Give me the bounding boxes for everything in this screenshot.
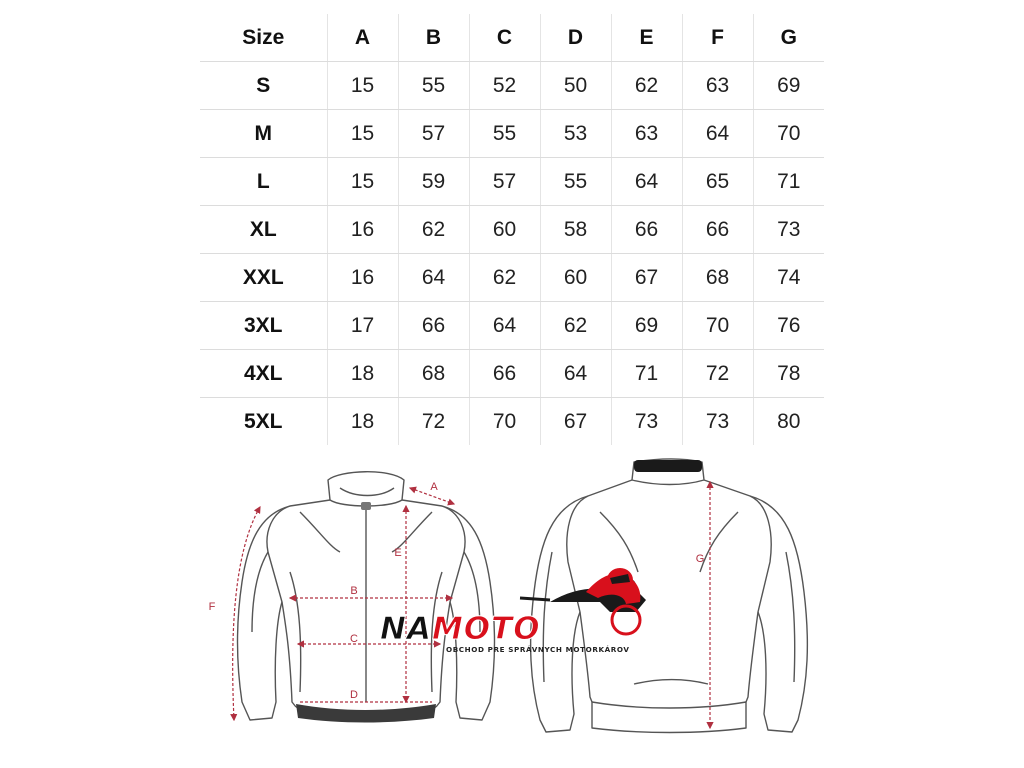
namoto-logo xyxy=(380,568,646,654)
measurement-cell: 16 xyxy=(327,206,398,254)
table-row xyxy=(200,398,824,446)
measurement-cell: 59 xyxy=(398,158,469,206)
size-label-cell: XL xyxy=(200,206,327,254)
size-label-cell: 4XL xyxy=(200,350,327,398)
measurement-cell: 64 xyxy=(611,158,682,206)
measurement-cell: 17 xyxy=(327,302,398,350)
size-label-cell: 3XL xyxy=(200,302,327,350)
measurement-cell: 62 xyxy=(611,62,682,110)
table-row xyxy=(200,110,824,158)
measurement-cell: 64 xyxy=(398,254,469,302)
table-row xyxy=(200,254,824,302)
header-c: C xyxy=(469,14,540,62)
measurement-cell: 69 xyxy=(753,62,824,110)
header-size: Size xyxy=(200,14,327,62)
measurement-cell: 70 xyxy=(469,398,540,446)
measurement-cell: 18 xyxy=(327,398,398,446)
measurement-cell: 78 xyxy=(753,350,824,398)
measurement-cell: 55 xyxy=(398,62,469,110)
measurement-cell: 15 xyxy=(327,158,398,206)
measurement-cell: 66 xyxy=(682,206,753,254)
measurement-cell: 15 xyxy=(327,110,398,158)
back-collar-band xyxy=(634,460,702,472)
table-row xyxy=(200,62,824,110)
measurement-cell: 71 xyxy=(611,350,682,398)
size-chart-table xyxy=(200,14,824,445)
measurement-cell: 73 xyxy=(611,398,682,446)
table-row xyxy=(200,206,824,254)
measurement-cell: 72 xyxy=(682,350,753,398)
measure-label-a: A xyxy=(430,481,438,493)
measurement-cell: 76 xyxy=(753,302,824,350)
measurement-cell: 52 xyxy=(469,62,540,110)
table-row xyxy=(200,158,824,206)
measurement-cell: 16 xyxy=(327,254,398,302)
size-label-cell: 5XL xyxy=(200,398,327,446)
front-hem-band xyxy=(296,704,436,723)
measurement-cell: 68 xyxy=(682,254,753,302)
measurement-cell: 63 xyxy=(611,110,682,158)
measurement-cell: 67 xyxy=(611,254,682,302)
measurement-cell: 70 xyxy=(682,302,753,350)
measurement-cell: 65 xyxy=(682,158,753,206)
measurement-cell: 57 xyxy=(469,158,540,206)
measurement-cell: 60 xyxy=(469,206,540,254)
measurement-cell: 15 xyxy=(327,62,398,110)
measure-label-e: E xyxy=(394,547,402,559)
table-row xyxy=(200,302,824,350)
measurement-cell: 66 xyxy=(611,206,682,254)
measurement-cell: 72 xyxy=(398,398,469,446)
measurement-cell: 66 xyxy=(398,302,469,350)
table-row xyxy=(200,350,824,398)
measurement-cell: 74 xyxy=(753,254,824,302)
size-label-cell: L xyxy=(200,158,327,206)
measurement-cell: 55 xyxy=(540,158,611,206)
measurement-cell: 70 xyxy=(753,110,824,158)
measurement-cell: 71 xyxy=(753,158,824,206)
measure-label-d: D xyxy=(350,689,358,701)
measurement-cell: 73 xyxy=(682,398,753,446)
measurement-cell: 69 xyxy=(611,302,682,350)
measurement-cell: 18 xyxy=(327,350,398,398)
measurement-cell: 55 xyxy=(469,110,540,158)
size-label-cell: S xyxy=(200,62,327,110)
measurement-cell: 57 xyxy=(398,110,469,158)
measurement-cell: 63 xyxy=(682,62,753,110)
header-d: D xyxy=(540,14,611,62)
header-f: F xyxy=(682,14,753,62)
measurement-cell: 64 xyxy=(469,302,540,350)
size-label-cell: M xyxy=(200,110,327,158)
measurement-cell: 80 xyxy=(777,409,801,433)
table-header-row xyxy=(200,14,824,62)
svg-text:NAMOTO xyxy=(380,611,541,647)
measurement-cell: 60 xyxy=(540,254,611,302)
header-g: G xyxy=(753,14,824,62)
measurement-cell: 67 xyxy=(540,398,611,446)
logo-text-na: NA xyxy=(380,611,432,647)
measurement-cell: 62 xyxy=(469,254,540,302)
measure-label-b: B xyxy=(350,585,358,597)
header-a: A xyxy=(327,14,398,62)
size-label-cell: XXL xyxy=(200,254,327,302)
collar-snap xyxy=(361,502,371,510)
measurement-cell: 50 xyxy=(540,62,611,110)
table-body xyxy=(200,62,824,446)
measure-label-c: C xyxy=(350,633,358,645)
measurement-cell: 73 xyxy=(753,206,824,254)
header-e: E xyxy=(611,14,682,62)
measure-label-g: G xyxy=(695,553,705,565)
measurement-cell: 62 xyxy=(398,206,469,254)
logo-tagline: OBCHOD PRE SPRÁVNYCH MOTORKÁROV xyxy=(446,645,630,654)
measurement-cell: 62 xyxy=(540,302,611,350)
logo-text-moto: MOTO xyxy=(431,611,541,647)
measurement-cell: 66 xyxy=(469,350,540,398)
measurement-cell: 53 xyxy=(540,110,611,158)
measurement-cell: 64 xyxy=(540,350,611,398)
measurement-cell: 64 xyxy=(682,110,753,158)
measure-label-f: F xyxy=(208,601,216,613)
measurement-cell: 58 xyxy=(540,206,611,254)
measurement-cell: 68 xyxy=(398,350,469,398)
jacket-diagram xyxy=(190,452,830,752)
header-b: B xyxy=(398,14,469,62)
